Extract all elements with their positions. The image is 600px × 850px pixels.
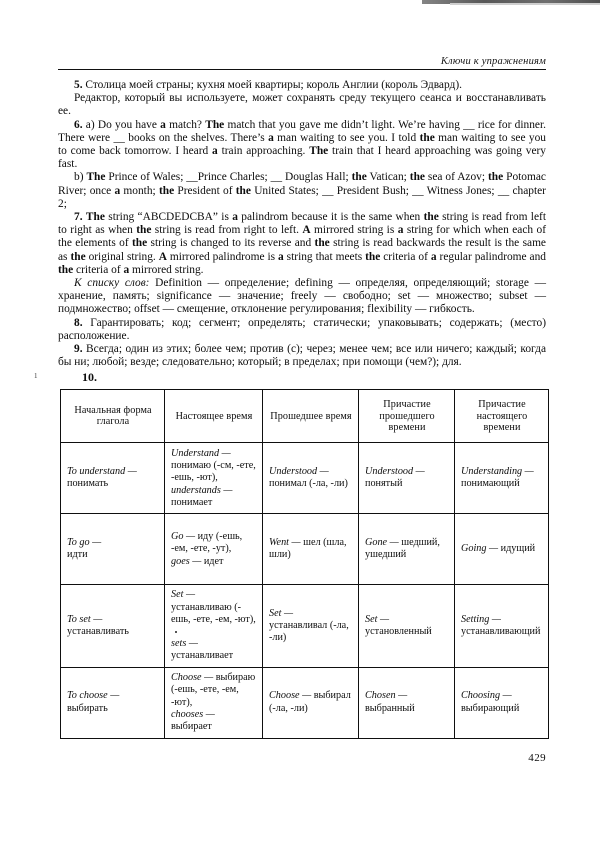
answer-item-9 [58,343,546,369]
verb-present-english: Set — [171,589,196,601]
item-9-text: Всегда; один из этих; более чем; против (с); через; менее чем; все или ничего; каждый; когда бы ни; любой; везде; следовательно; который; в пределах; при помощи (чем?); для. [58,343,546,369]
verb-conjugation-table [60,389,549,738]
verb-past-participle-russian: шедший, ушедший [365,537,440,561]
item-7-text: The string “ABCDEDCBA” is a palindrom because it is the same when the string is read from left to right as when the string is read from right to left. A mirrored string is a string for which when each of the elements of the string is changed to its reverse and the string is read backwards the result is the same as the original string. A mirrored palindrome is a string that meets the criteria of a regular palindrome and the criteria of a mirrored string. [58,211,546,276]
verb-past-russian: шел (шла, шли) [269,537,347,561]
cell-present [165,667,263,738]
cell-infinitive [61,667,165,738]
answer-item-6a [58,119,546,172]
verb-past-english: Set — [269,607,294,619]
item-6a-text: a) Do you have a match? The match that you gave me didn’t light. We’re having __ rice for dinner. There were __ books on the shelves. There’s a man waiting to see you. I told the man waiting to see you to come back tomorrow. I heard a train approaching. The train that I heard approaching was going very fast. [58,118,546,171]
answer-item-5-continued: Редактор, который вы используете, может сохранять среду текущего сеанса и восстанавливать ее. [58,92,546,118]
verb-present-russian: понимаю (-см, -ете, -ешь, -ют), [171,460,256,484]
answer-item-8 [58,317,546,343]
verb-infinitive-english: To set — [67,613,103,625]
verb-present-participle-english: Understanding — [461,466,534,478]
answer-item-7 [58,211,546,277]
verb-past-participle-russian: понятый [365,478,403,490]
cell-present-participle [455,667,549,738]
table-row [61,443,549,514]
verb-infinitive-english: To go — [67,537,102,549]
cell-past-participle [359,585,455,667]
verb-past-english: Understood — [269,466,329,478]
item-number-8: 8. [74,316,83,329]
verb-present-participle-russian: понимающий [461,478,520,490]
page-content [58,56,546,739]
running-head: Ключи к упражнениям [440,56,546,67]
table-row [61,585,549,667]
cell-past [263,514,359,585]
word-list-paragraph [58,277,546,317]
cell-past [263,667,359,738]
verb-past-participle-english: Gone — [365,537,399,549]
verb-present-3sg-russian: выбирает [171,720,212,732]
word-list-label: К списку слов: [74,277,150,290]
verb-past-participle-english: Understood — [365,466,425,478]
verb-present-3sg-russian: устанавливает [171,650,234,662]
verb-present-english: Go — [171,531,196,543]
verb-past-russian: понимал (-ла, -ли) [269,478,348,490]
verb-present-3sg-russian: идет [203,555,224,567]
column-header-present-participle: Причастие настоящего времени [455,390,549,443]
table-body [61,443,549,738]
verb-present-participle-english: Setting — [461,613,501,625]
verb-present-3sg-english: chooses — [171,708,215,720]
cell-present-participle [455,585,549,667]
verb-infinitive-english: To choose — [67,690,120,702]
verb-present-participle-russian: идущий [500,543,536,555]
verb-past-participle-english: Set — [365,613,390,625]
cell-past-participle [359,514,455,585]
cell-present [165,514,263,585]
item-number-7: 7. [74,211,83,224]
cell-past [263,585,359,667]
verb-infinitive-english: To understand — [67,466,137,478]
verb-present-english: Understand — [171,447,231,459]
verb-present-participle-english: Choosing — [461,690,512,702]
verb-present-russian: устанавливаю (-ешь, -ете, -ем, -ют), [171,601,256,625]
column-header-present: Настоящее время [165,390,263,443]
verb-present-3sg-english: sets — [171,638,198,650]
cell-present-participle [455,514,549,585]
column-header-past: Прошедшее время [263,390,359,443]
cell-present [165,585,263,667]
table-row [61,667,549,738]
item-number-9: 9. [74,343,83,356]
verb-past-participle-russian: установленный [365,626,432,638]
verb-past-participle-english: Chosen — [365,690,408,702]
verb-infinitive-russian: устанавливать [67,626,129,638]
word-list-text: Definition — определение; defining — определяя, определяющий; storage — хранение, память; significance — значение; freely — свободно; set — множество; subset — подмножество; offset — смещение, отклонение регулирования; flexibility — гибкость. [58,277,546,316]
verb-present-participle-russian: выбирающий [461,702,520,714]
verb-past-russian: выбирал (-ла, -ли) [269,690,351,714]
column-header-infinitive: Начальная форма глагола [61,390,165,443]
cell-past-participle [359,443,455,514]
page-number: 429 [528,752,546,764]
cell-present [165,443,263,514]
answer-item-5 [58,79,546,92]
verb-present-3sg-english: understands — [171,484,233,496]
verb-present-3sg-russian: понимает [171,496,213,508]
verb-present-participle-english: Going — [461,543,499,555]
answer-item-10: 10. [82,370,97,385]
column-header-past-participle: Причастие прошедшего времени [359,390,455,443]
verb-infinitive-russian: понимать [67,478,109,490]
scan-speck [175,631,177,633]
margin-annotation: 1 [34,372,38,380]
verb-present-russian: иду (-ешь, -ем, -ете, -ут), [171,531,243,555]
answer-item-6b [58,171,546,211]
cell-past-participle [359,667,455,738]
table-row [61,514,549,585]
verb-infinitive-russian: идти [67,549,88,561]
verb-past-english: Choose — [269,690,312,702]
item-5-text-line1: Столица моей страны; кухня моей квартиры; король Англии (король Эдвард). [82,79,462,91]
cell-infinitive [61,514,165,585]
header-rule [58,69,546,70]
cell-infinitive [61,443,165,514]
cell-past [263,443,359,514]
verb-past-english: Went — [269,537,301,549]
verb-past-russian: устанавливал (-ла, -ли) [269,619,349,644]
verb-past-participle-russian: выбранный [365,702,415,714]
verb-infinitive-russian: выбирать [67,702,108,714]
table-header-row [61,390,549,443]
item-6b-text: b) The Prince of Wales; __Prince Charles; __ Douglas Hall; the Vatican; the sea of Azov; the Potomac River; once a month; the President of the United States; __ President Bush; __ Witness Jones; __ chapter 2; [58,171,546,210]
item-number-6: 6. [74,118,83,131]
verb-present-russian: выбираю (-ешь, -ете, -ем, -ют), [171,672,256,708]
verb-present-3sg-english: goes — [171,555,202,567]
item-8-text: Гарантировать; код; сегмент; определять; статически; упаковывать; содержать; (место) расположение. [58,316,546,342]
cell-infinitive [61,585,165,667]
verb-present-english: Choose — [171,672,214,684]
item-number-5: 5. [74,79,83,91]
verb-present-participle-russian: устанавливающий [461,626,541,638]
scan-edge-artifact-secondary [450,3,600,5]
cell-present-participle [455,443,549,514]
